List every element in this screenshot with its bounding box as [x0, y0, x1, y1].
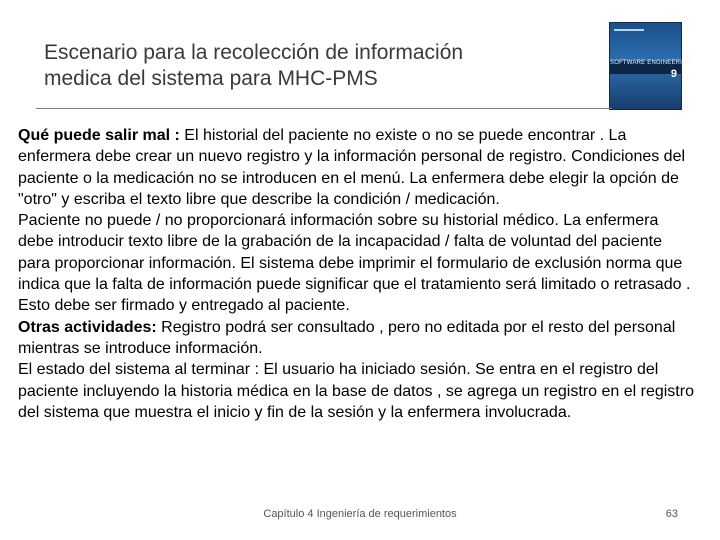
footer-chapter: Capítulo 4 Ingeniería de requerimientos [263, 508, 457, 520]
book-cover-edition: 9 [670, 68, 677, 80]
slide-title-line-2: medica del sistema para MHC-PMS [44, 67, 378, 90]
book-cover-image [609, 22, 692, 110]
slide-title [44, 40, 584, 92]
paragraph-text: Registro podrá ser consultado , pero no editada por el resto del personal mientras se introduce información. [18, 318, 676, 357]
paragraph-otras-actividades [18, 317, 698, 360]
book-cover-title: SOFTWARE ENGINEERING [610, 60, 692, 66]
slide-footer [0, 508, 720, 522]
title-divider [36, 108, 612, 109]
paragraph-label: Otras actividades: [18, 318, 157, 336]
paragraph-estado-final [18, 359, 698, 423]
paragraph-label: Qué puede salir mal : [18, 127, 180, 144]
paragraph-que-puede-salir-mal [18, 125, 698, 210]
paragraph-text: Paciente no puede / no proporcionará información sobre su historial médico. La enfermera debe introducir texto libre de la grabación de la incapacidad / falta de voluntad del paciente para proporcionar información. El sistema debe imprimir el formulario de exclusión norma que indica que la falta de información puede significar que el tratamiento será limitado o retrasado . Esto debe ser firmado y entregado al paciente. [18, 212, 691, 315]
paragraph-text: El historial del paciente no existe o no se puede encontrar . La enfermera debe crear un nuevo registro y la información personal de registro. Condiciones del paciente o la medicación no se introducen en el menú. La enfermera debe elegir la opción de "otro" y escriba el texto libre que describe la condición / medicación. [18, 127, 686, 208]
footer-page-number: 63 [665, 508, 678, 520]
slide-body [18, 125, 698, 423]
paragraph-paciente [18, 210, 698, 316]
paragraph-text: El estado del sistema al terminar : El usuario ha iniciado sesión. Se entra en el registro del paciente incluyendo la historia médica en la base de datos , se agrega un registro en el registro del sistema que muestra el inicio y fin de la sesión y la enfermera involucrada. [18, 361, 694, 421]
slide-title-line-1: Escenario para la recolección de información [44, 41, 464, 64]
